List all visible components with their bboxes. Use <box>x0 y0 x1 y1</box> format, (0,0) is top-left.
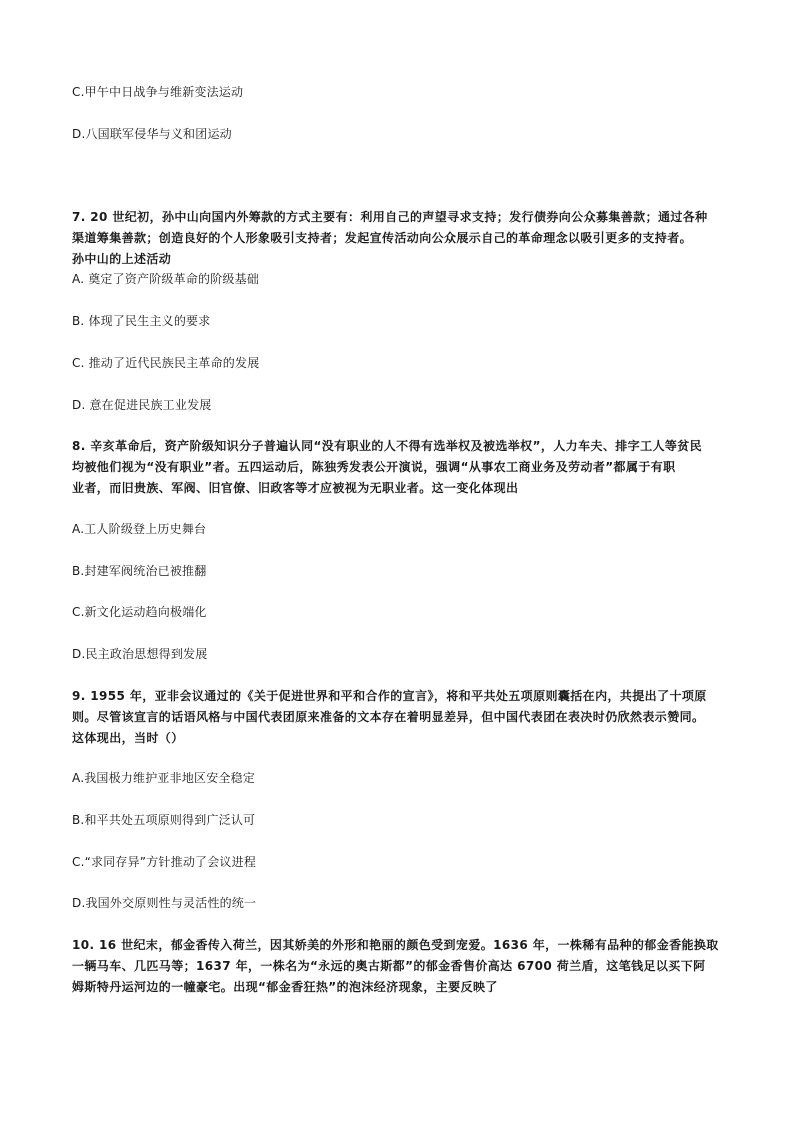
q8-option-c: C.新文化运动趋向极端化 <box>72 605 207 619</box>
q9-option-c: C.“求同存异”方针推动了会议进程 <box>72 855 257 869</box>
q9-option-a: A.我国极力维护亚非地区安全稳定 <box>72 771 256 785</box>
q8-option-a: A.工人阶级登上历史舞台 <box>72 522 207 536</box>
q7-option-c: C. 推动了近代民族民主革命的发展 <box>72 356 260 370</box>
q9-option-b: B.和平共处五项原则得到广泛认可 <box>72 813 256 827</box>
q7-option-b: B. 体现了民生主义的要求 <box>72 314 211 328</box>
q7-stem-line-2: 渠道筹集善款；创造良好的个人形象吸引支持者；发起宣传活动向公众展示自己的革命理念以吸引更多的支持者。 <box>72 231 693 245</box>
q7-option-d: D. 意在促进民族工业发展 <box>72 398 212 412</box>
q9-stem-line-2: 则。尽管该宣言的话语风格与中国代表团原来准备的文本存在着明显差异，但中国代表团在表决时仍欣然表示赞同。 <box>72 710 705 724</box>
q9-stem-line-1: 9. 1955 年，亚非会议通过的《关于促进世界和平和合作的宣言》，将和平共处五项原则囊括在内，共提出了十项原 <box>72 689 707 703</box>
q10-stem-line-3: 姆斯特丹运河边的一幢豪宅。出现“郁金香狂热”的泡沫经济现象，主要反映了 <box>72 980 498 994</box>
q8-stem-line-1: 8. 辛亥革命后，资产阶级知识分子普遍认同“没有职业的人不得有选举权及被选举权”，人力车夫、排字工人等贫民 <box>72 439 703 453</box>
q9-option-d: D.我国外交原则性与灵活性的统一 <box>72 896 257 910</box>
q7-option-a: A. 奠定了资产阶级革命的阶级基础 <box>72 272 260 286</box>
q8-option-d: D.民主政治思想得到发展 <box>72 647 208 661</box>
q6-option-c: C.甲午中日战争与维新变法运动 <box>72 85 244 99</box>
q8-stem-line-3: 业者，而旧贵族、军阀、旧官僚、旧政客等才应被视为无职业者。这一变化体现出 <box>72 481 519 495</box>
q8-option-b: B.封建军阀统治已被推翻 <box>72 564 207 578</box>
q7-stem-line-1: 7. 20 世纪初，孙中山向国内外筹款的方式主要有：利用自己的声望寻求支持；发行债券向公众募集善款；通过各种 <box>72 210 708 224</box>
q10-stem-line-2: 一辆马车、几匹马等；1637 年，一株名为“永远的奥古斯都”的郁金香售价高达 6700 荷兰盾，这笔钱足以买下阿 <box>72 959 706 973</box>
q9-stem-line-3: 这体现出，当时（） <box>72 731 184 745</box>
q6-option-d: D.八国联军侵华与义和团运动 <box>72 127 232 141</box>
q7-stem-line-3: 孙中山的上述活动 <box>72 252 172 266</box>
q10-stem-line-1: 10. 16 世纪末，郁金香传入荷兰，因其娇美的外形和艳丽的颜色受到宠爱。1636 年，一株稀有品种的郁金香能换取 <box>72 938 719 952</box>
q8-stem-line-2: 均被他们视为“没有职业”者。五四运动后，陈独秀发表公开演说，强调“从事农工商业务及劳动者”都属于有职 <box>72 460 676 474</box>
